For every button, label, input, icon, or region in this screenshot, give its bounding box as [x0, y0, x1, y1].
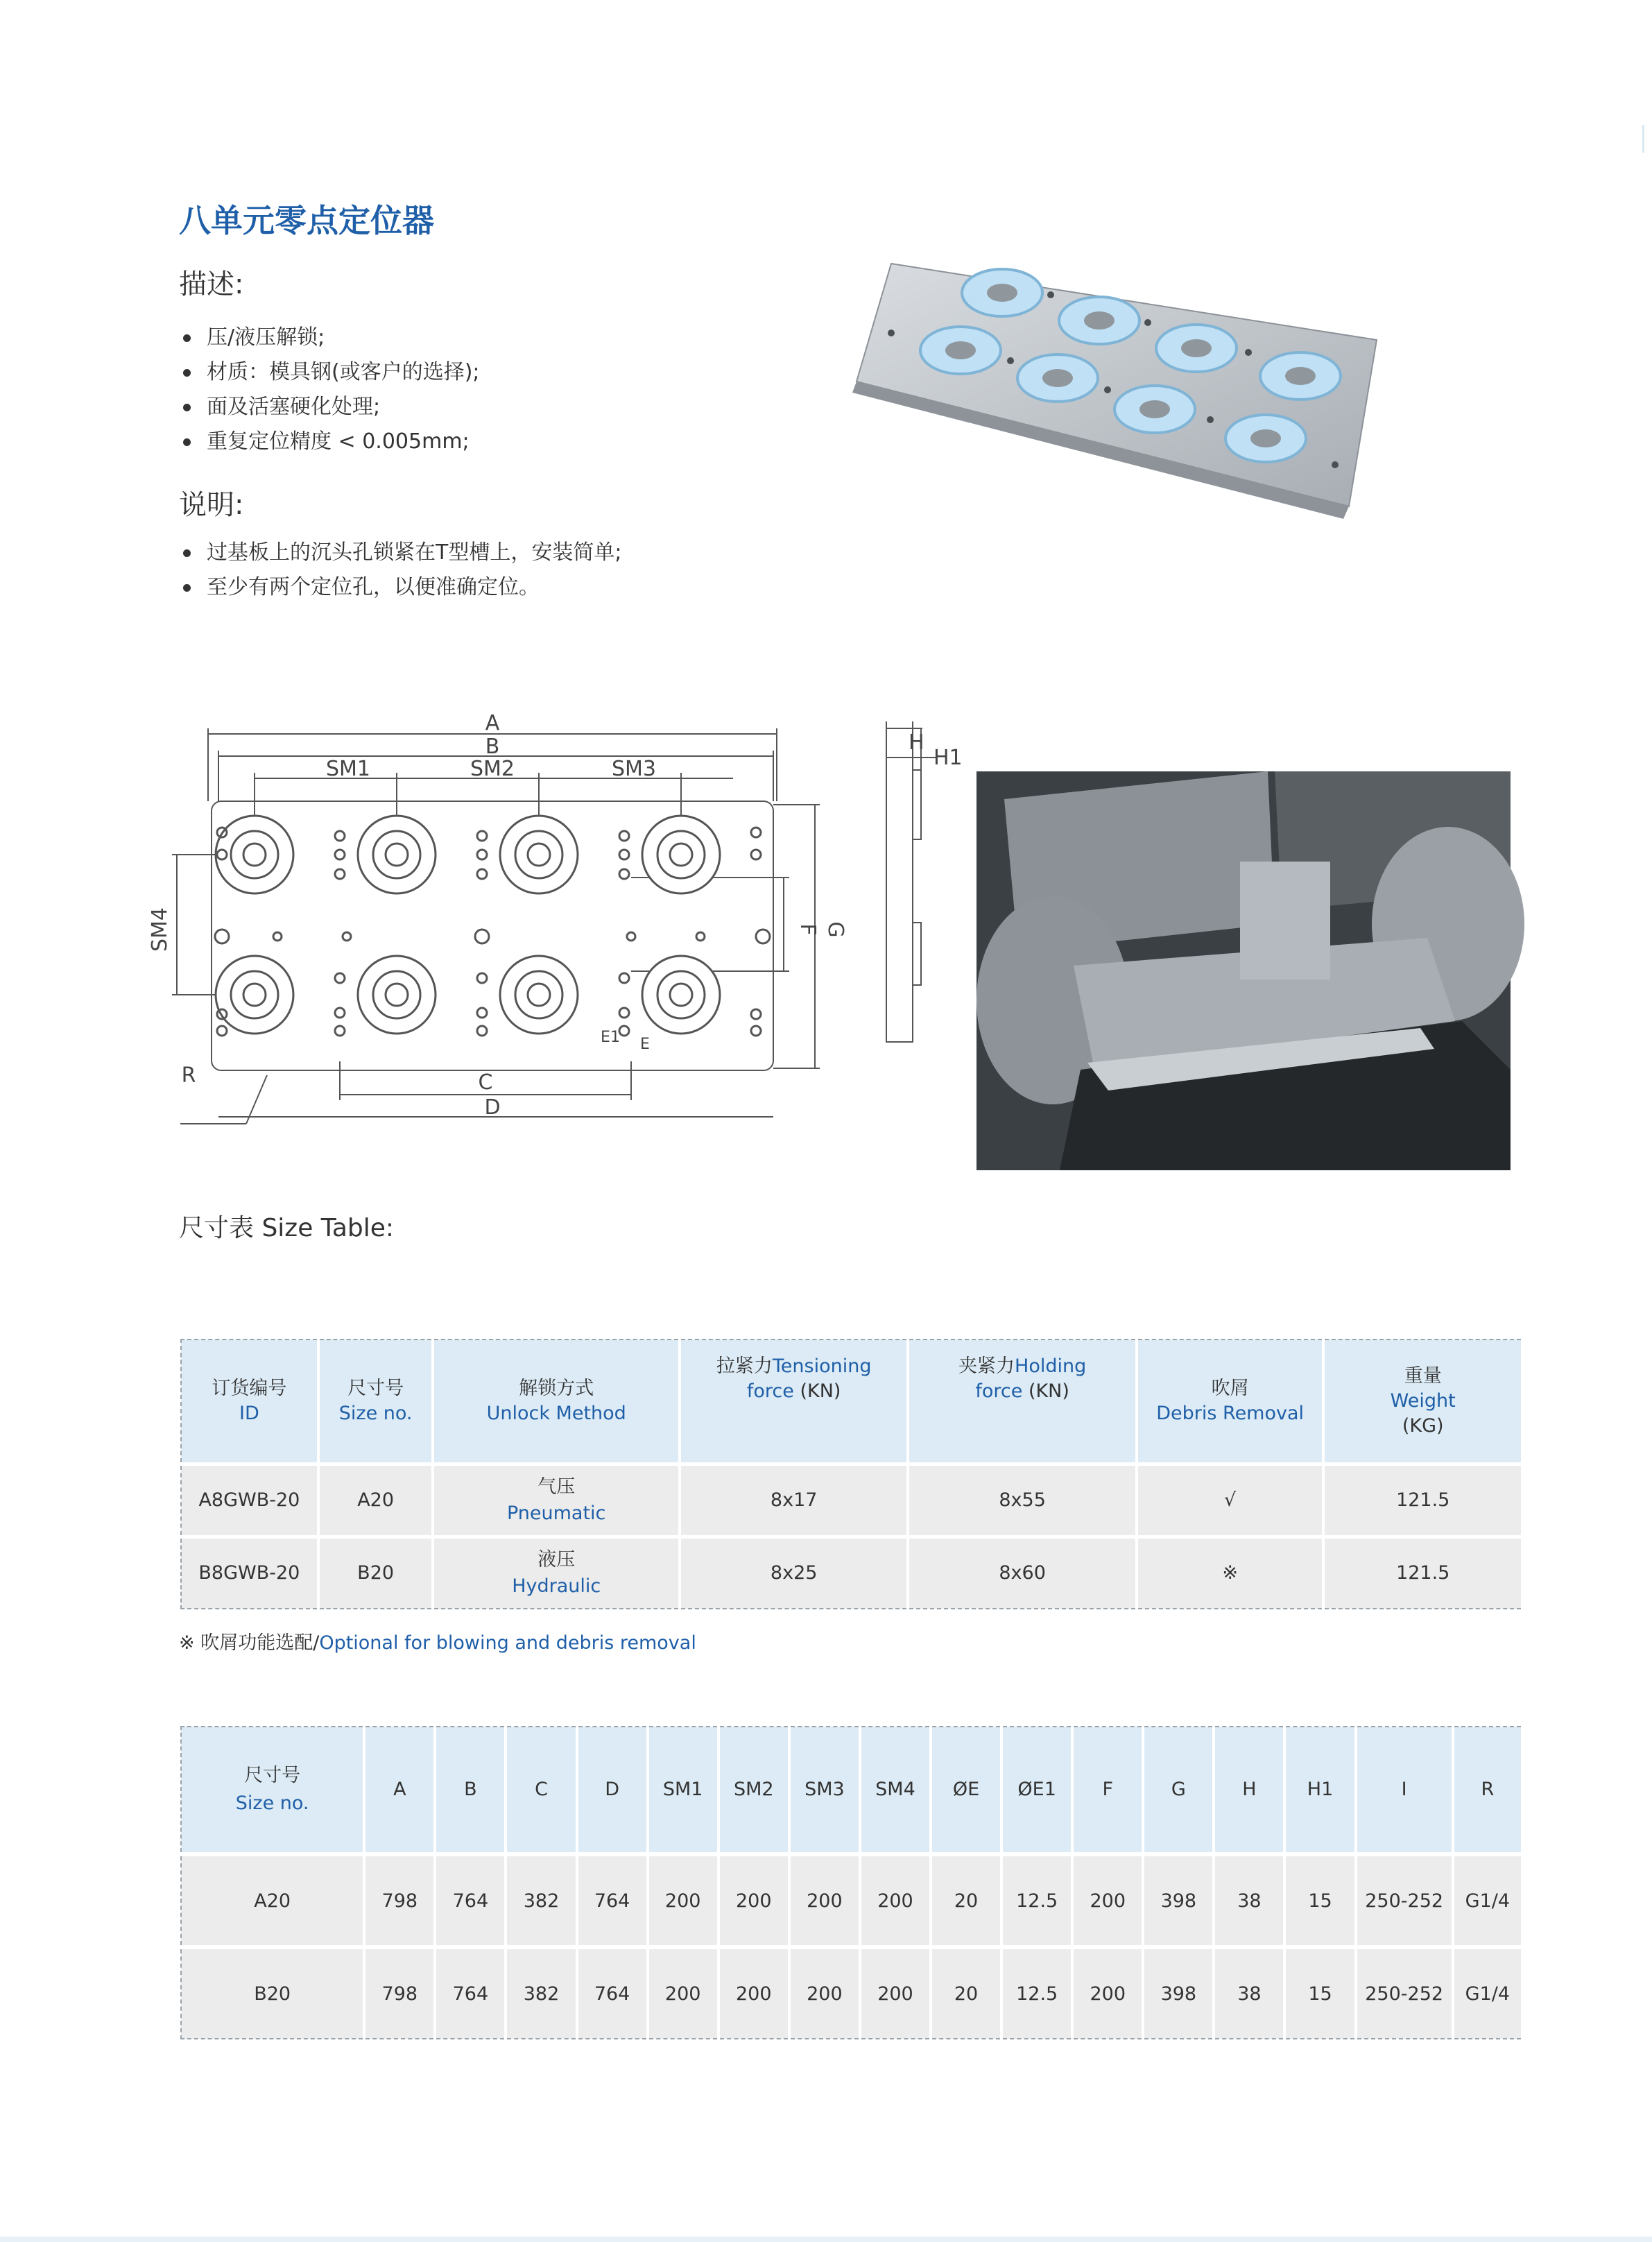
- header-col: H: [1214, 1727, 1284, 1854]
- label-E: E: [640, 1036, 650, 1053]
- cell-value: 20: [931, 1947, 1001, 2039]
- label-G: G: [823, 921, 847, 938]
- label-SM1: SM1: [325, 757, 371, 781]
- cell-debris: √: [1137, 1464, 1324, 1537]
- list-item: 过基板上的沉头孔锁紧在T型槽上，安装简单;: [182, 536, 621, 570]
- header-col: R: [1453, 1727, 1522, 1854]
- cell-value: 15: [1284, 1854, 1355, 1947]
- size-table-heading: 尺寸表 Size Table:: [179, 1214, 395, 1242]
- cell-method: 液压 Hydraulic: [433, 1537, 679, 1609]
- list-item: 材质：模具钢(或客户的选择);: [182, 355, 480, 390]
- header-col: F: [1072, 1727, 1143, 1854]
- header-col: G: [1143, 1727, 1214, 1854]
- cell-value: 764: [435, 1947, 506, 2039]
- cell-value: 38: [1214, 1854, 1284, 1947]
- header-col: I: [1356, 1727, 1453, 1854]
- dimension-drawing: [148, 701, 847, 1145]
- header-weight: 重量 Weight (KG): [1323, 1340, 1522, 1464]
- cell-value: G1/4: [1453, 1947, 1522, 2039]
- notes-heading: 说明:: [179, 489, 244, 521]
- cell-value: 200: [648, 1947, 719, 2039]
- cell-tension: 8x25: [680, 1537, 909, 1609]
- label-B: B: [485, 735, 500, 759]
- cell-value: 200: [789, 1947, 860, 2039]
- header-unlock-method: 解锁方式 Unlock Method: [433, 1340, 679, 1464]
- label-SM4: SM4: [148, 907, 172, 952]
- list-item: 至少有两个定位孔，以便准确定位。: [182, 570, 621, 605]
- label-H: H: [909, 730, 924, 755]
- header-debris-removal: 吹屑 Debris Removal: [1137, 1340, 1324, 1464]
- cell-value: 200: [860, 1947, 931, 2039]
- list-item: 面及活塞硬化处理;: [182, 390, 480, 425]
- cell-tension: 8x17: [680, 1464, 909, 1537]
- header-col: SM1: [648, 1727, 719, 1854]
- label-F: F: [795, 923, 820, 936]
- order-table: [180, 1339, 1524, 1609]
- cell-value: 200: [648, 1854, 719, 1947]
- cell-value: 398: [1143, 1947, 1214, 2039]
- cell-value: 798: [364, 1947, 435, 2039]
- header-col: SM3: [789, 1727, 860, 1854]
- cell-value: 798: [364, 1854, 435, 1947]
- table-row: [181, 1464, 1522, 1537]
- cell-holding: 8x60: [908, 1537, 1136, 1609]
- header-holding-force: 夹紧力Holding force (KN): [908, 1340, 1136, 1464]
- cell-value: 398: [1143, 1854, 1214, 1947]
- cell-weight: 121.5: [1323, 1464, 1522, 1537]
- table-header-row: [181, 1340, 1522, 1464]
- header-col: ØE1: [1001, 1727, 1072, 1854]
- label-SM2: SM2: [470, 757, 515, 781]
- cell-value: 200: [1072, 1854, 1143, 1947]
- machine-application-photo: [976, 771, 1511, 1170]
- header-col: A: [364, 1727, 435, 1854]
- cell-value: 764: [435, 1854, 506, 1947]
- label-E1: E1: [601, 1029, 620, 1046]
- cell-value: 764: [577, 1947, 648, 2039]
- header-tensioning-force: 拉紧力Tensioning force (KN): [680, 1340, 909, 1464]
- side-view-drawing: [881, 721, 971, 1047]
- cell-value: 382: [506, 1854, 576, 1947]
- cell-value: 200: [789, 1854, 860, 1947]
- cell-value: G1/4: [1453, 1854, 1522, 1947]
- cell-size: B20: [318, 1537, 433, 1609]
- header-size: 尺寸号 Size no.: [181, 1727, 364, 1854]
- page-edge-mark: [1642, 125, 1644, 153]
- description-list: [182, 320, 480, 459]
- header-size: 尺寸号 Size no.: [318, 1340, 433, 1464]
- label-A: A: [485, 711, 500, 735]
- cell-method: 气压 Pneumatic: [433, 1464, 679, 1537]
- header-col: B: [435, 1727, 506, 1854]
- label-C: C: [478, 1070, 493, 1095]
- cell-value: 200: [1072, 1947, 1143, 2039]
- header-col: H1: [1284, 1727, 1355, 1854]
- label-H1: H1: [933, 746, 963, 770]
- cell-value: 200: [719, 1947, 789, 2039]
- cell-value: 200: [719, 1854, 789, 1947]
- list-item: 重复定位精度 < 0.005mm;: [182, 425, 480, 459]
- cell-value: 250-252: [1356, 1947, 1453, 2039]
- optional-note: ※ 吹屑功能选配/Optional for blowing and debris removal: [179, 1632, 696, 1654]
- page-title: 八单元零点定位器: [179, 202, 434, 239]
- label-D: D: [484, 1095, 501, 1120]
- cell-value: 15: [1284, 1947, 1355, 2039]
- cell-id: B8GWB-20: [181, 1537, 318, 1609]
- cell-value: 12.5: [1001, 1854, 1072, 1947]
- notes-list: [182, 536, 621, 605]
- product-photo: [850, 257, 1377, 534]
- header-col: D: [577, 1727, 648, 1854]
- table-row: [181, 1947, 1522, 2039]
- header-col: ØE: [931, 1727, 1001, 1854]
- cell-value: 12.5: [1001, 1947, 1072, 2039]
- cell-value: 20: [931, 1854, 1001, 1947]
- cell-value: 250-252: [1356, 1854, 1453, 1947]
- cell-debris: ※: [1137, 1537, 1324, 1609]
- label-SM3: SM3: [611, 757, 657, 781]
- table-row: [181, 1854, 1522, 1947]
- header-col: C: [506, 1727, 576, 1854]
- label-R: R: [181, 1063, 196, 1088]
- header-col: SM4: [860, 1727, 931, 1854]
- description-heading: 描述:: [179, 268, 244, 300]
- header-col: SM2: [719, 1727, 789, 1854]
- cell-weight: 121.5: [1323, 1537, 1522, 1609]
- header-id: 订货编号 ID: [181, 1340, 318, 1464]
- cell-size: A20: [181, 1854, 364, 1947]
- cell-size: A20: [318, 1464, 433, 1537]
- cell-holding: 8x55: [908, 1464, 1136, 1537]
- cell-size: B20: [181, 1947, 364, 2039]
- cell-value: 764: [577, 1854, 648, 1947]
- table-header-row: [181, 1727, 1522, 1854]
- cell-value: 200: [860, 1854, 931, 1947]
- table-row: [181, 1537, 1522, 1609]
- cell-value: 382: [506, 1947, 576, 2039]
- page-bottom-bar: [0, 2236, 1652, 2242]
- list-item: 压/液压解锁;: [182, 320, 480, 355]
- cell-id: A8GWB-20: [181, 1464, 318, 1537]
- dimension-table: [180, 1726, 1524, 2039]
- cell-value: 38: [1214, 1947, 1284, 2039]
